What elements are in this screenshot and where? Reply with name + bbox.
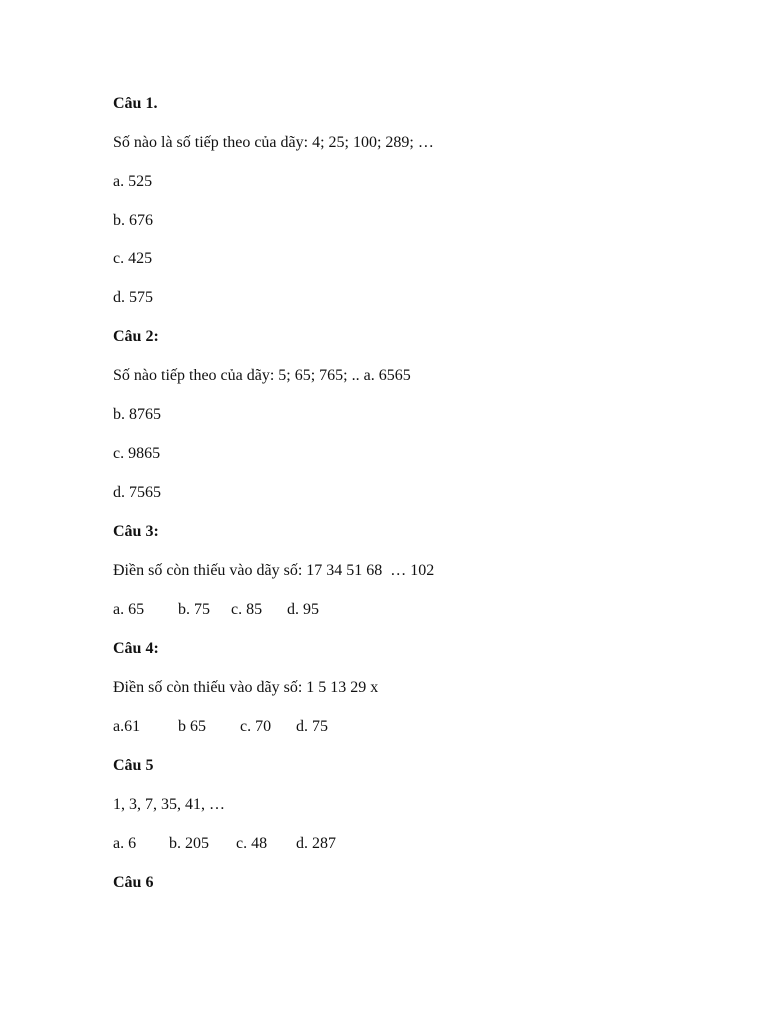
question-4-option-d: d. 75 [296,718,328,735]
question-1-option-a: a. 525 [113,173,153,190]
question-3-option-c: c. 85 [231,601,263,618]
question-2-text: Số nào tiếp theo của dãy: 5; 65; 765; .. a. 6565 [113,367,411,384]
question-2-option-d: d. 7565 [113,484,161,501]
question-2-heading: Câu 2: [113,328,159,345]
question-3-option-d: d. 95 [287,601,319,618]
question-1-heading: Câu 1. [113,95,158,112]
question-4-option-b: b 65 [178,718,206,735]
question-3-text: Điền số còn thiếu vào dãy số: 17 34 51 68 … 102 [113,562,435,579]
question-1-option-c: c. 425 [113,250,153,267]
question-3-heading: Câu 3: [113,523,159,540]
question-2-option-c: c. 9865 [113,445,161,462]
question-3-option-a: a. 65 [113,601,145,618]
question-4-option-a: a.61 [113,718,141,735]
question-1-text: Số nào là số tiếp theo của dãy: 4; 25; 100; 289; … [113,134,434,151]
question-5-text: 1, 3, 7, 35, 41, … [113,796,225,813]
question-5-heading: Câu 5 [113,757,154,774]
question-2-option-b: b. 8765 [113,406,161,423]
question-5-option-b: b. 205 [169,835,209,852]
question-4-heading: Câu 4: [113,640,159,657]
question-5-option-a: a. 6 [113,835,137,852]
question-4-option-c: c. 70 [240,718,272,735]
question-1-option-b: b. 676 [113,212,153,229]
question-5-option-d: d. 287 [296,835,336,852]
question-3-option-b: b. 75 [178,601,210,618]
question-1-option-d: d. 575 [113,289,153,306]
question-6-heading: Câu 6 [113,874,154,891]
question-4-text: Điền số còn thiếu vào dãy số: 1 5 13 29 x [113,679,379,696]
question-5-option-c: c. 48 [236,835,268,852]
